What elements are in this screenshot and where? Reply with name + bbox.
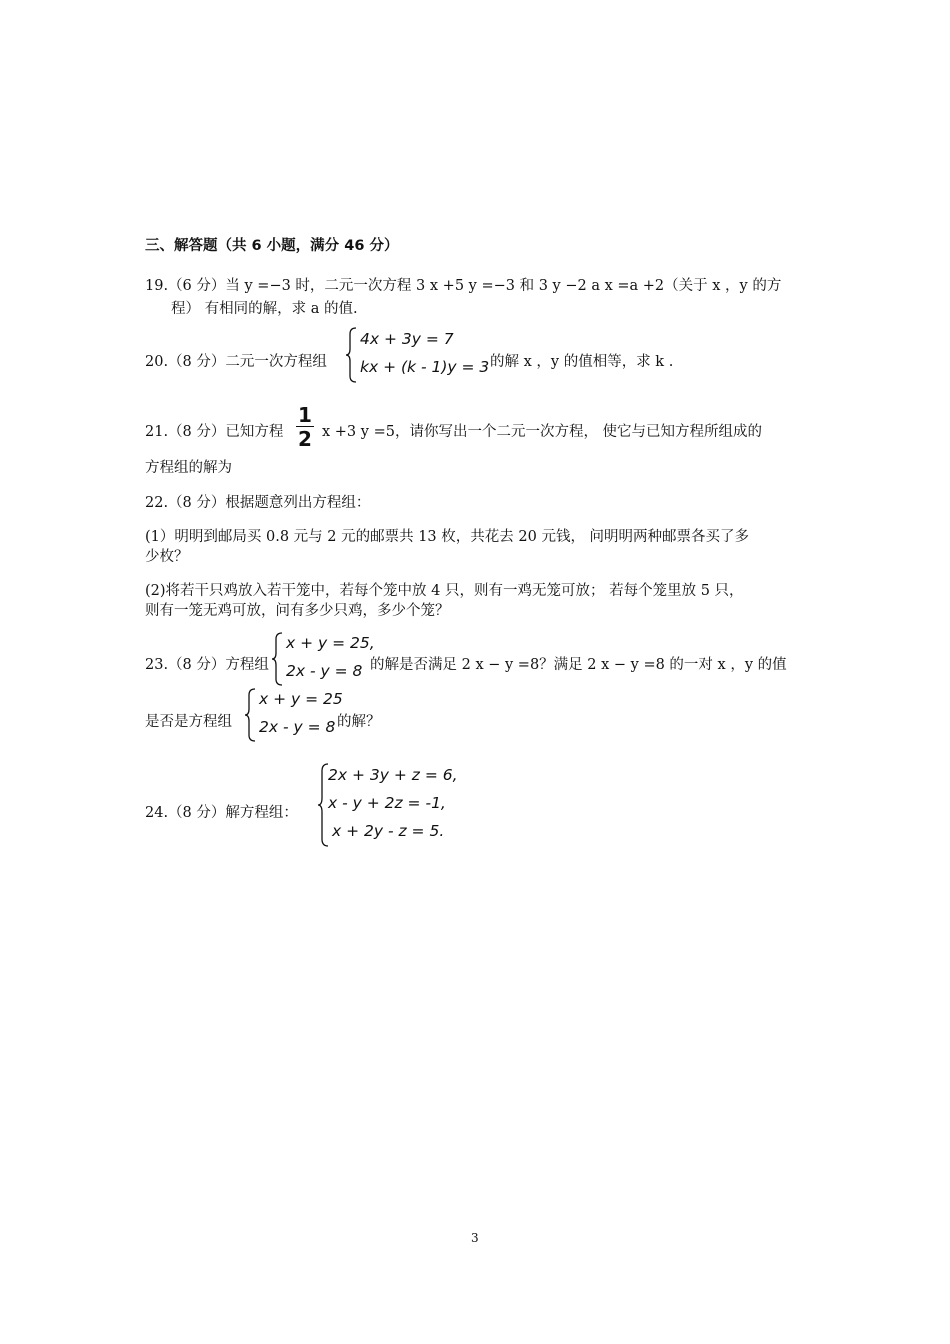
q21-fraction-denominator: 2 <box>298 427 312 451</box>
q24-eq1: 2x + 3y + z = 6, <box>328 766 458 784</box>
q24-eq2: x - y + 2z = -1, <box>328 794 446 812</box>
q20-eq2: kx + (k - 1)y = 3 <box>360 358 490 376</box>
q22-head: 22.（8 分）根据题意列出方程组： <box>145 495 371 511</box>
q21-line1-rest: x +3 y =5，请你写出一个二元一次方程， 使它与已知方程所组成的 <box>322 424 763 440</box>
left-brace-icon <box>245 688 257 742</box>
q22-part2-line2: 则有一笼无鸡可放，问有多少只鸡，多少个笼？ <box>145 603 450 619</box>
q23-sys2-eq2: 2x - y = 8 <box>259 718 336 736</box>
q21-fraction <box>296 405 314 449</box>
q22-part2-line1: (2)将若干只鸡放入若干笼中，若每个笼中放 4 只，则有一鸡无笼可放； 若每个笼里放 5 只， <box>145 583 744 599</box>
page-number: 3 <box>471 1231 479 1245</box>
q21-lead: 21.（8 分）已知方程 <box>145 424 284 440</box>
q23-sys1-eq2: 2x - y = 8 <box>286 662 363 680</box>
q24-equation-system <box>318 763 458 849</box>
q20-eq1: 4x + 3y = 7 <box>360 330 454 348</box>
q23-mid: 的解是否满足 2 x − y =8？满足 2 x − y =8 的一对 x ，y 的值 <box>370 657 787 673</box>
q19-line2: 程） 有相同的解，求 a 的值. <box>171 301 358 317</box>
q23-system-2 <box>245 688 345 744</box>
q19-line1: 19.（6 分）当 y =−3 时，二元一次方程 3 x +5 y =−3 和 3 y −2 a x =a +2（关于 x ，y 的方 <box>145 278 782 294</box>
q23-lead: 23.（8 分）方程组 <box>145 657 269 673</box>
q22-part1-line1: (1）明明到邮局买 0.8 元与 2 元的邮票共 13 枚，共花去 20 元钱， 问明明两种邮票各买了多 <box>145 529 750 545</box>
section-heading: 三、解答题（共 6 小题，满分 46 分） <box>145 238 399 254</box>
q23-system-1 <box>272 632 375 688</box>
left-brace-icon <box>346 327 358 383</box>
q20-tail: 的解 x ，y 的值相等，求 k . <box>490 354 674 370</box>
q23-sys2-eq1: x + y = 25 <box>259 690 343 708</box>
q22-part1-line2: 少枚？ <box>145 549 189 565</box>
q24-lead: 24.（8 分）解方程组： <box>145 805 298 821</box>
left-brace-icon <box>272 632 284 686</box>
q20-lead: 20.（8 分）二元一次方程组 <box>145 354 327 370</box>
q23-line2-tail: 的解？ <box>337 714 381 730</box>
q21-line2: 方程组的解为 <box>145 460 232 476</box>
q20-equation-system <box>346 327 506 385</box>
q24-eq3: x + 2y - z = 5. <box>332 822 445 840</box>
q21-fraction-numerator: 1 <box>298 403 312 427</box>
q23-line2-lead: 是否是方程组 <box>145 714 232 730</box>
q23-sys1-eq1: x + y = 25, <box>286 634 375 652</box>
